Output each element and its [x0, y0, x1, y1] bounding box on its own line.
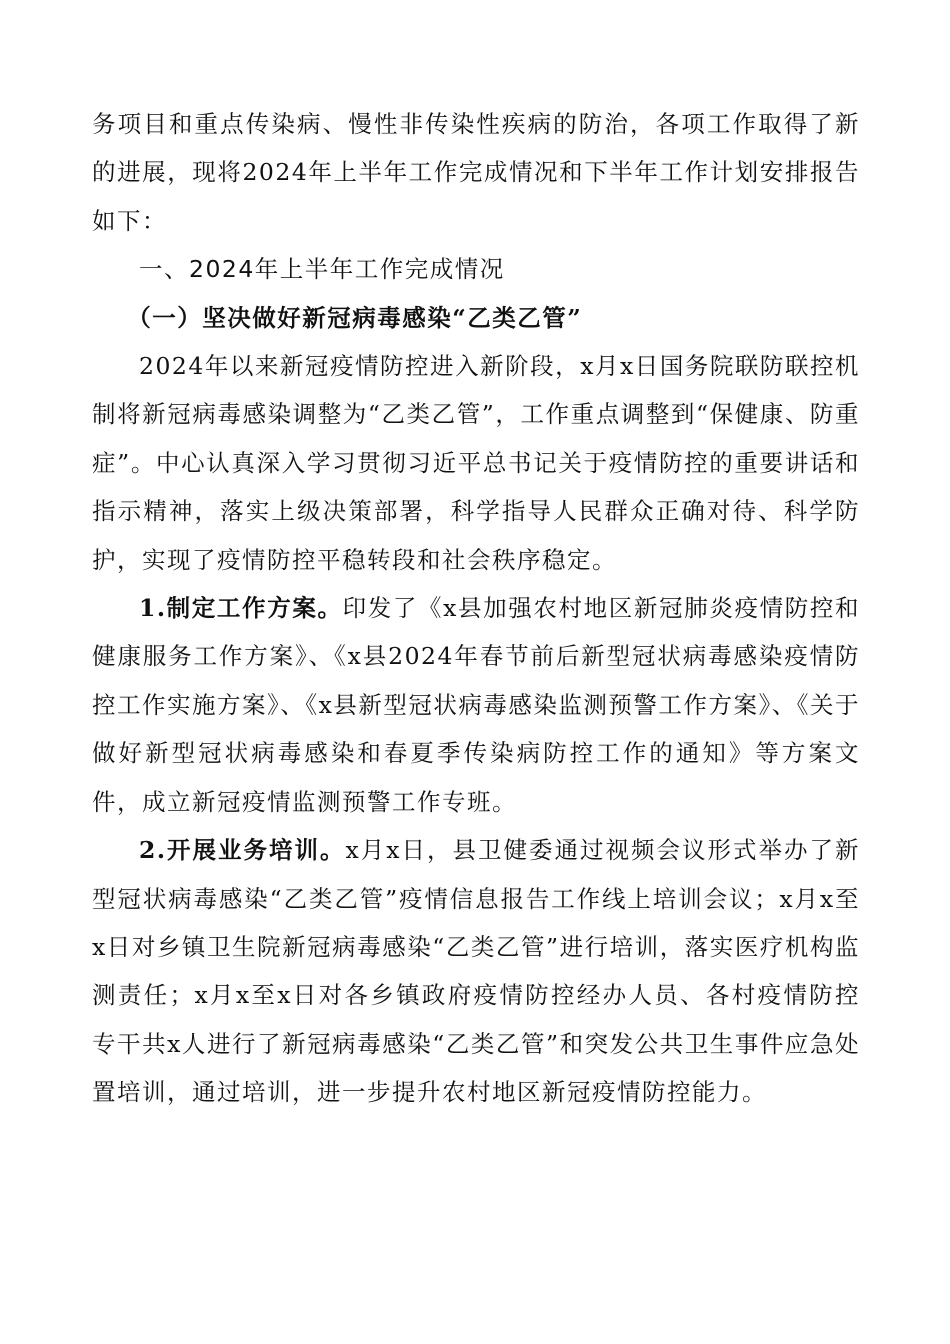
- section-heading: 一、2024年上半年工作完成情况: [139, 255, 505, 284]
- body-paragraph: 2024年以来新冠疫情防控进入新阶段，x月x日国务院联防联控机制将新冠病毒感染调整为“乙类乙管”，工作重点调整到“保健康、防重症”。中心认真深入学习贯彻习近平总书记关于疫情防控的重要讲话和指示精神，落实上级决策部署，科学指导人民群众正确对待、科学防护，实现了疫情防控平稳转段和社会秩序稳定。: [92, 352, 860, 574]
- item-1-lead: 1.制定工作方案。: [139, 594, 343, 623]
- item-2-paragraph: [92, 826, 860, 1116]
- item-1-text: 印发了《x县加强农村地区新冠肺炎疫情防控和健康服务工作方案》、《x县2024年春节前后新型冠状病毒感染疫情防控工作实施方案》、《x县新型冠状病毒感染监测预警工作方案》、《关于做好新型冠状病毒感染和春夏季传染病防控工作的通知》等方案文件，成立新冠疫情监测预警工作专班。: [92, 594, 860, 816]
- document-page: [92, 100, 860, 1117]
- intro-paragraph: 务项目和重点传染病、慢性非传染性疾病的防治，各项工作取得了新的进展，现将2024年上半年工作完成情况和下半年工作计划安排报告如下：: [92, 110, 860, 235]
- item-1-paragraph: [92, 584, 860, 826]
- item-2-text: x月x日，县卫健委通过视频会议形式举办了新型冠状病毒感染“乙类乙管”疫情信息报告工作线上培训会议；x月x至x日对乡镇卫生院新冠病毒感染“乙类乙管”进行培训，落实医疗机构监测责任；x月x至x日对各乡镇政府疫情防控经办人员、各村疫情防控专干共x人进行了新冠病毒感染“乙类乙管”和突发公共卫生事件应急处置培训，通过培训，进一步提升农村地区新冠疫情防控能力。: [92, 836, 860, 1107]
- item-2-lead: 2.开展业务培训。: [139, 836, 346, 865]
- subsection-heading: （一）坚决做好新冠病毒感染“乙类乙管”: [127, 303, 583, 332]
